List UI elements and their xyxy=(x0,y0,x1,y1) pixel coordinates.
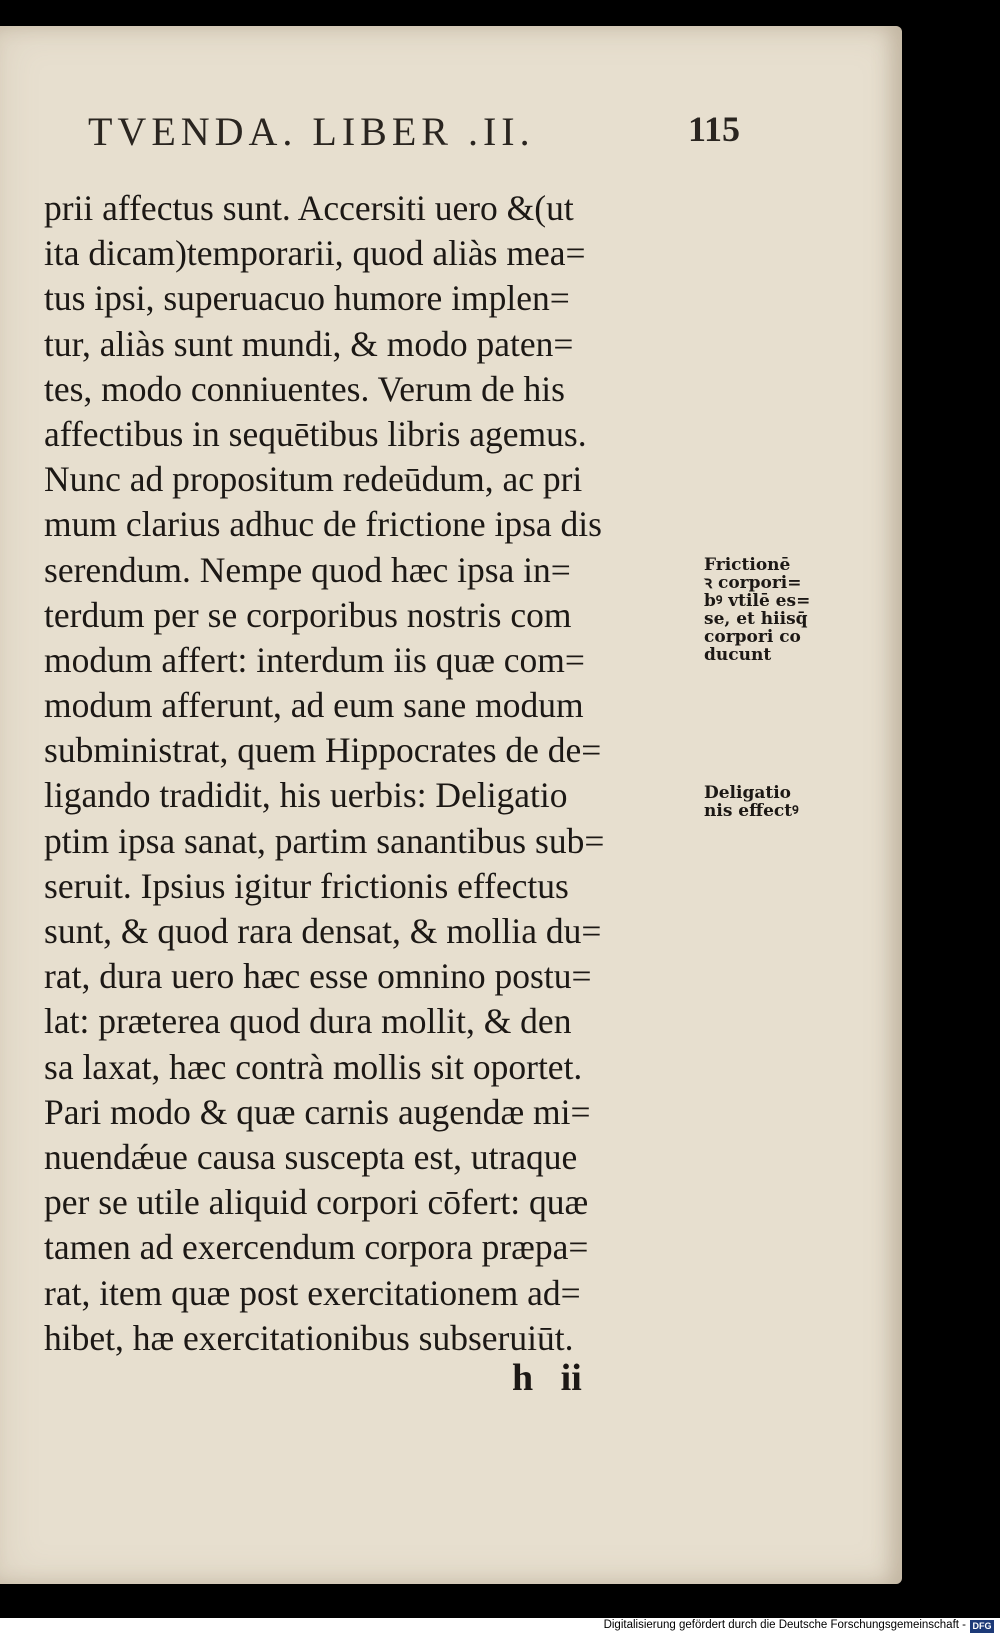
text-line: tur, aliàs sunt mundi, & modo paten= xyxy=(44,323,574,364)
text-line: Pari modo & quæ carnis augendæ mi= xyxy=(44,1091,591,1132)
funding-credit: Digitalisierung gefördert durch die Deutsche Forschungsgemeinschaft - xyxy=(603,1619,966,1631)
text-line: rat, item quæ post exercitationem ad= xyxy=(44,1272,581,1313)
text-line: sa laxat, hæc contrà mollis sit oportet. xyxy=(44,1046,583,1087)
text-line: tus ipsi, superuacuo humore implen= xyxy=(44,278,570,319)
text-line: subministrat, quem Hippocrates de de= xyxy=(44,730,602,771)
page-number: 115 xyxy=(688,109,741,149)
marginal-note-line: Frictionē xyxy=(704,555,791,575)
body-text xyxy=(44,186,694,1361)
text-line: tes, modo conniuentes. Verum de his xyxy=(44,368,565,409)
text-line: nuendǽue causa suscepta est, utraque xyxy=(44,1136,578,1177)
text-line: modum affert: interdum iis quæ com= xyxy=(44,639,585,680)
text-line: ptim ipsa sanat, partim sanantibus sub= xyxy=(44,820,605,861)
marginal-note-deligatio xyxy=(704,784,799,820)
text-line: seruit. Ipsius igitur frictionis effectus xyxy=(44,865,569,906)
marginal-note-line: corpori co xyxy=(704,627,801,647)
book-page xyxy=(0,26,902,1584)
text-line: prii affectus sunt. Accersiti uero &(ut xyxy=(44,188,574,228)
digitization-footer xyxy=(0,1618,1000,1635)
text-line: rat, dura uero hæc esse omnino postu= xyxy=(44,956,592,997)
text-line: Nunc ad propositum redeūdum, ac pri xyxy=(44,459,583,500)
text-line: tamen ad exercendum corpora præpa= xyxy=(44,1227,589,1268)
marginal-note-line: ducunt xyxy=(704,645,772,665)
text-line: modum afferunt, ad eum sane modum xyxy=(44,685,584,726)
marginal-note-line: Deligatio xyxy=(704,783,792,803)
text-line: affectibus in sequētibus libris agemus. xyxy=(44,413,587,454)
marginal-note-line: ꝛ corpori= xyxy=(704,573,802,593)
marginal-note-frictio xyxy=(704,556,810,664)
text-line: ligando tradidit, his uerbis: Deligatio xyxy=(44,775,568,816)
text-line: serendum. Nempe quod hæc ipsa in= xyxy=(44,549,571,590)
text-line: terdum per se corporibus nostris com xyxy=(44,594,572,635)
dfg-logo: DFG xyxy=(970,1620,994,1633)
signature-mark: h ii xyxy=(512,1357,582,1399)
marginal-note-line: se, et hiisq̄ xyxy=(704,609,808,629)
text-line: lat: præterea quod dura mollit, & den xyxy=(44,1001,572,1042)
text-line: per se utile aliquid corpori cōfert: quæ xyxy=(44,1182,589,1223)
marginal-note-line: nis effectꝰ xyxy=(704,801,799,821)
text-line: hibet, hæ exercitationibus subseruiūt. xyxy=(44,1317,574,1358)
text-line: mum clarius adhuc de frictione ipsa dis xyxy=(44,504,602,545)
text-line: sunt, & quod rara densat, & mollia du= xyxy=(44,911,602,951)
marginal-note-line: bꝰ vtilē es= xyxy=(704,591,811,611)
running-title: TVENDA. LIBER .II. xyxy=(88,109,535,154)
page-header xyxy=(88,108,748,168)
text-line: ita dicam)temporarii, quod aliàs mea= xyxy=(44,233,586,274)
